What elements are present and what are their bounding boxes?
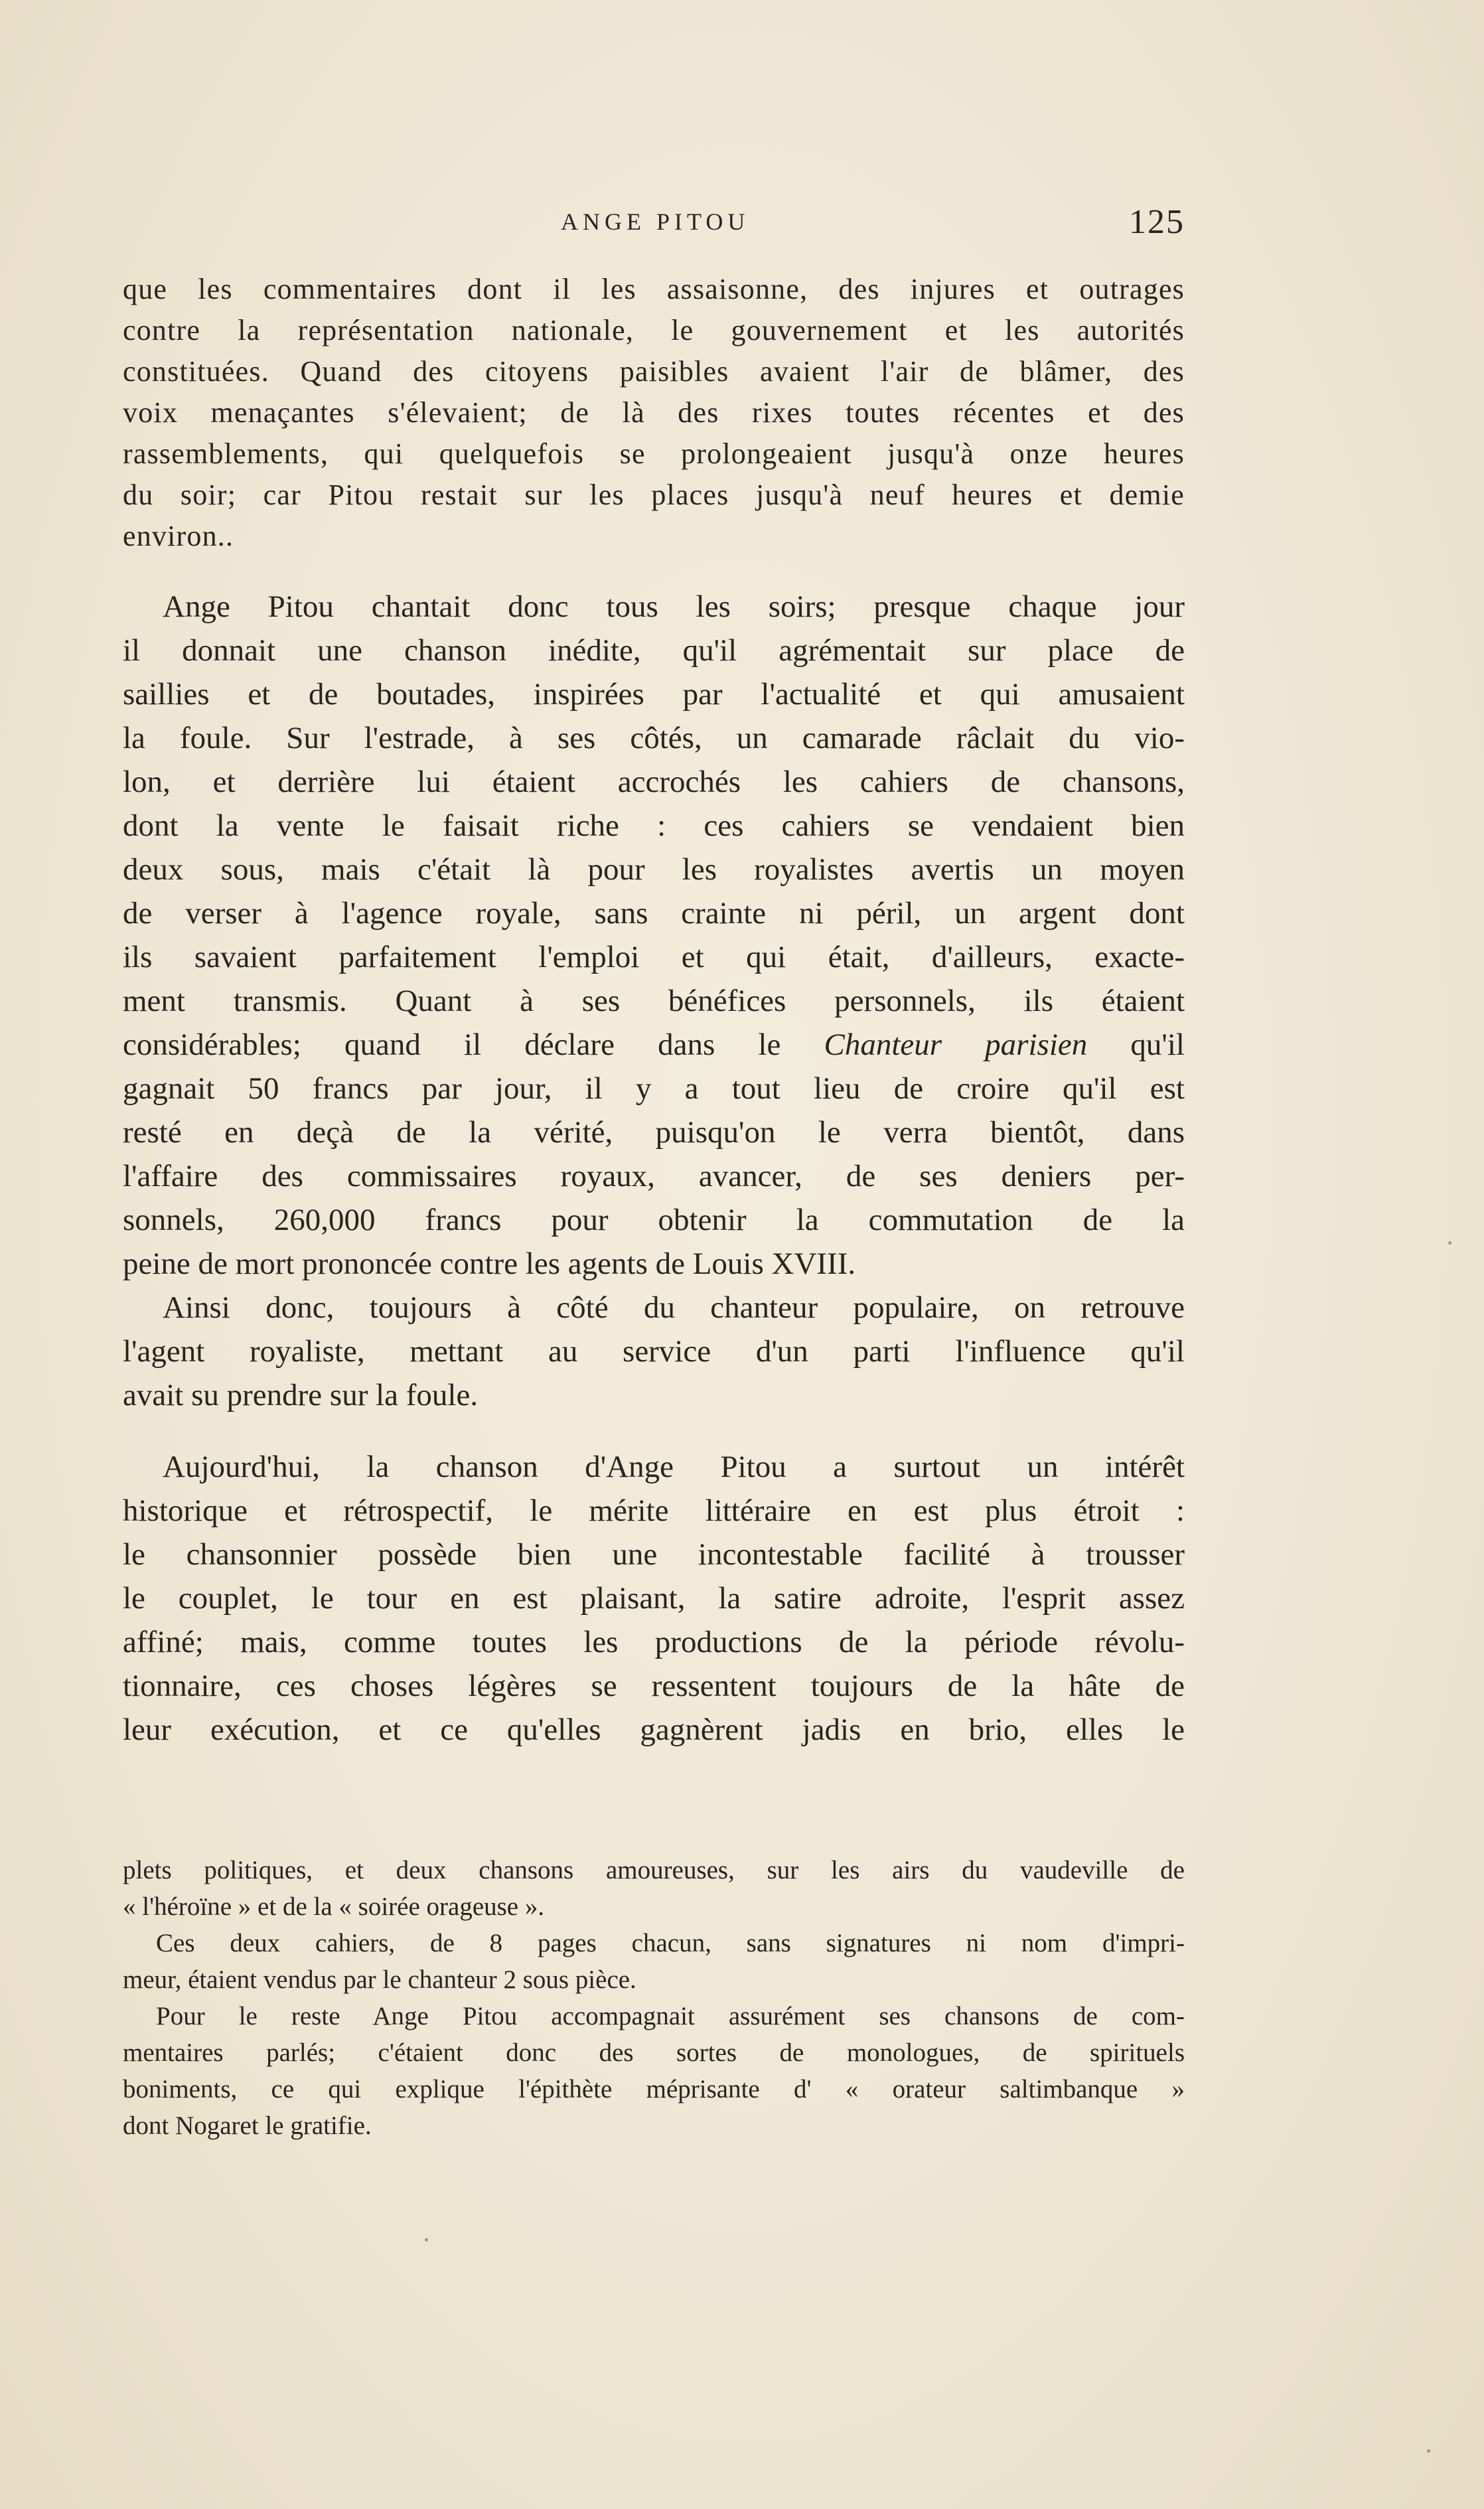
footnotes bbox=[123, 1852, 1185, 2144]
paper-speck bbox=[1427, 2449, 1430, 2453]
text-line: ment transmis. Quant à ses bénéfices personnels, ils étaient bbox=[123, 984, 1185, 1018]
text-line: saillies et de boutades, inspirées par l'actualité et qui amusaient bbox=[123, 677, 1185, 712]
line-segment: considérables; quand il déclare dans le bbox=[123, 1027, 781, 1062]
text-line: avait su prendre sur la foule. bbox=[123, 1378, 479, 1412]
text-line: du soir; car Pitou restait sur les places jusqu'à neuf heures et demie bbox=[123, 479, 1185, 511]
text-line: l'affaire des commissaires royaux, avancer, de ses deniers per- bbox=[123, 1159, 1185, 1193]
text-line: rassemblements, qui quelquefois se prolongeaient jusqu'à onze heures bbox=[123, 437, 1185, 470]
text-line: que les commentaires dont il les assaisonne, des injures et outrages bbox=[123, 273, 1185, 305]
text-line: l'agent royaliste, mettant au service d'un parti l'influence qu'il bbox=[123, 1334, 1185, 1369]
page-number: 125 bbox=[1129, 203, 1185, 241]
footnote-line: Pour le reste Ange Pitou accompagnait assurément ses chansons de com- bbox=[156, 2002, 1185, 2030]
text-line: peine de mort prononcée contre les agents de Louis XVIII. bbox=[123, 1247, 856, 1281]
text-line: de verser à l'agence royale, sans crainte ni péril, un argent dont bbox=[123, 896, 1185, 931]
text-line: tionnaire, ces choses légères se ressentent toujours de la hâte de bbox=[123, 1669, 1185, 1703]
paper-speck bbox=[1448, 1241, 1451, 1245]
footnote-line: Ces deux cahiers, de 8 pages chacun, sans signatures ni nom d'impri- bbox=[156, 1929, 1185, 1957]
paragraph-2 bbox=[123, 585, 1185, 1286]
text-line: il donnait une chanson inédite, qu'il agrémentait sur place de bbox=[123, 633, 1185, 668]
text-line: voix menaçantes s'élevaient; de là des rixes toutes récentes et des bbox=[123, 396, 1185, 429]
paragraph-3 bbox=[123, 1286, 1185, 1417]
text-line: environ.. bbox=[123, 520, 234, 552]
footnote-line: dont Nogaret le gratifie. bbox=[123, 2111, 372, 2140]
text-line: deux sous, mais c'était là pour les royalistes avertis un moyen bbox=[123, 852, 1185, 887]
running-title: ANGE PITOU bbox=[561, 208, 750, 235]
text-line: le chansonnier possède bien une incontestable facilité à trousser bbox=[123, 1537, 1185, 1572]
text-line: dont la vente le faisait riche : ces cahiers se vendaient bien bbox=[123, 808, 1185, 843]
text-line: Ainsi donc, toujours à côté du chanteur populaire, on retrouve bbox=[163, 1290, 1185, 1325]
text-line: ils savaient parfaitement l'emploi et qui était, d'ailleurs, exacte- bbox=[123, 940, 1185, 974]
text-line: constituées. Quand des citoyens paisibles avaient l'air de blâmer, des bbox=[123, 355, 1185, 388]
footnote-line: meur, étaient vendus par le chanteur 2 sous pièce. bbox=[123, 1965, 636, 1994]
book-title: Chanteur parisien bbox=[824, 1027, 1088, 1062]
footnote-line: mentaires parlés; c'étaient donc des sortes de monologues, de spirituels bbox=[123, 2038, 1185, 2067]
footnote-line: plets politiques, et deux chansons amoureuses, sur les airs du vaudeville de bbox=[123, 1856, 1185, 1884]
footnote-line: « l'héroïne » et de la « soirée orageuse ». bbox=[123, 1892, 545, 1921]
text-line: la foule. Sur l'estrade, à ses côtés, un camarade râclait du vio- bbox=[123, 721, 1185, 755]
text-line: contre la représentation nationale, le gouvernement et les autorités bbox=[123, 314, 1185, 346]
text-line: le couplet, le tour en est plaisant, la satire adroite, l'esprit assez bbox=[123, 1581, 1185, 1616]
text-line: affiné; mais, comme toutes les productions de la période révolu- bbox=[123, 1625, 1185, 1659]
footnote-line: boniments, ce qui explique l'épithète méprisante d' « orateur saltimbanque » bbox=[123, 2075, 1185, 2103]
page-header bbox=[123, 202, 1185, 249]
text-line bbox=[123, 1023, 1185, 1067]
text-line: sonnels, 260,000 francs pour obtenir la commutation de la bbox=[123, 1203, 1185, 1237]
text-line: Aujourd'hui, la chanson d'Ange Pitou a surtout un intérêt bbox=[163, 1450, 1185, 1484]
text-line: leur exécution, et ce qu'elles gagnèrent jadis en brio, elles le bbox=[123, 1712, 1185, 1747]
text-line: resté en deçà de la vérité, puisqu'on le verra bientôt, dans bbox=[123, 1115, 1185, 1150]
text-line: lon, et derrière lui étaient accrochés les cahiers de chansons, bbox=[123, 765, 1185, 799]
text-line: historique et rétrospectif, le mérite littéraire en est plus étroit : bbox=[123, 1493, 1185, 1528]
body-text bbox=[123, 269, 1185, 1752]
paper-speck bbox=[425, 2238, 428, 2242]
paragraph-4 bbox=[123, 1445, 1185, 1752]
paragraph-1 bbox=[123, 269, 1185, 557]
line-segment: qu'il bbox=[1130, 1027, 1185, 1062]
text-line: Ange Pitou chantait donc tous les soirs; presque chaque jour bbox=[163, 589, 1185, 624]
text-line: gagnait 50 francs par jour, il y a tout lieu de croire qu'il est bbox=[123, 1071, 1185, 1106]
